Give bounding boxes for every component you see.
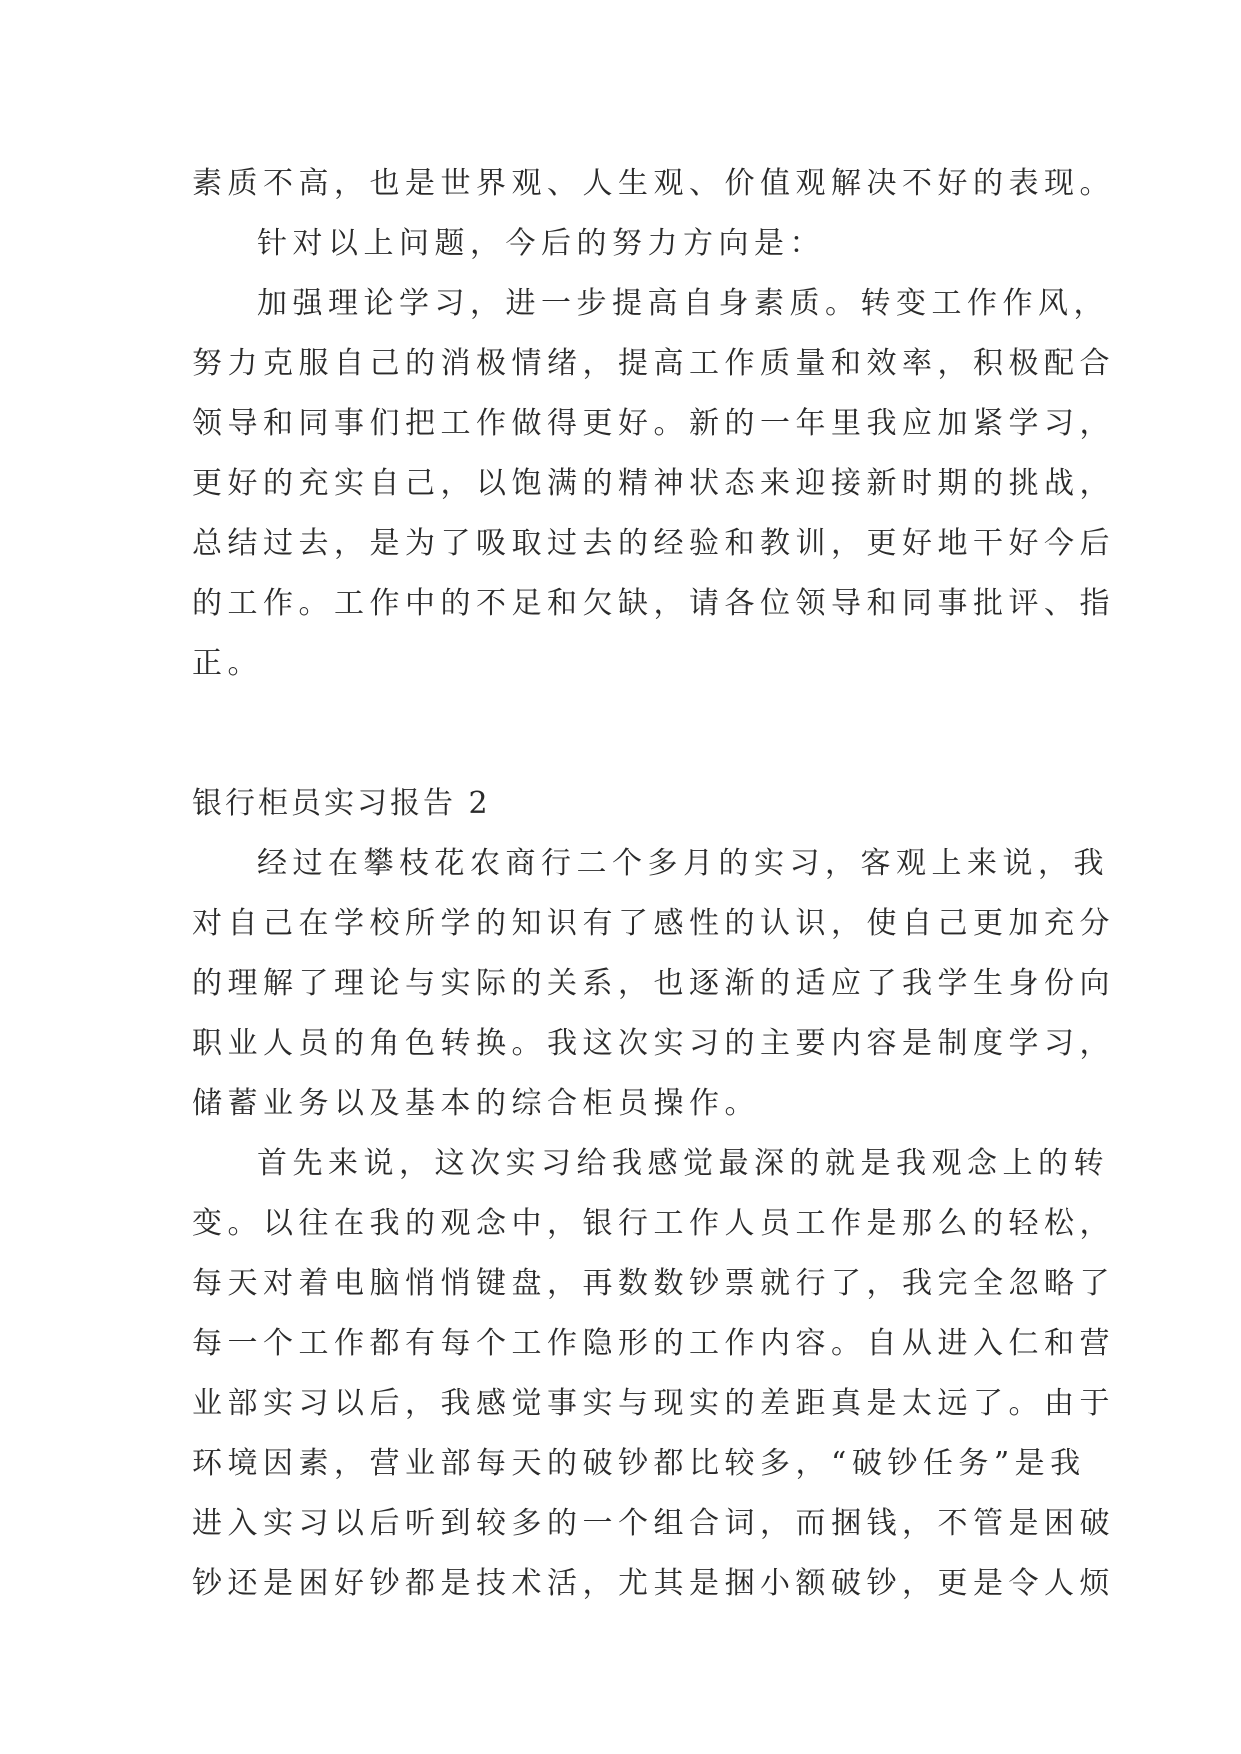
- text-line: 环境因素，营业部每天的破钞都比较多，“破钞任务”是我: [192, 1446, 1086, 1481]
- paragraph-start-line: 经过在攀枝花农商行二个多月的实习，客观上来说，我: [257, 846, 1109, 881]
- text-line: 的理解了理论与实际的关系，也逐渐的适应了我学生身份向: [192, 966, 1115, 1001]
- text-line: 进入实习以后听到较多的一个组合词，而捆钱，不管是困破: [192, 1506, 1115, 1541]
- text-line: 的工作。工作中的不足和欠缺，请各位领导和同事批评、指: [192, 586, 1115, 621]
- text-line: 素质不高，也是世界观、人生观、价值观解决不好的表现。: [192, 166, 1115, 201]
- text-line: 储蓄业务以及基本的综合柜员操作。: [192, 1086, 760, 1121]
- paragraph-start-line: 首先来说，这次实习给我感觉最深的就是我观念上的转: [257, 1146, 1109, 1181]
- text-line: 更好的充实自己，以饱满的精神状态来迎接新时期的挑战，: [192, 466, 1115, 501]
- document-body: [192, 154, 1115, 1614]
- text-line: 对自己在学校所学的知识有了感性的认识，使自己更加充分: [192, 906, 1115, 941]
- section-gap: [192, 694, 1054, 774]
- text-line: 努力克服自己的消极情绪，提高工作质量和效率，积极配合: [192, 346, 1115, 381]
- text-line: 总结过去，是为了吸取过去的经验和教训，更好地干好今后: [192, 526, 1115, 561]
- text-line: 针对以上问题，今后的努力方向是：: [257, 226, 825, 261]
- text-line: 变。以往在我的观念中，银行工作人员工作是那么的轻松，: [192, 1206, 1115, 1241]
- text-line: 业部实习以后，我感觉事实与现实的差距真是太远了。由于: [192, 1386, 1115, 1421]
- text-line: 每一个工作都有每个工作隐形的工作内容。自从进入仁和营: [192, 1326, 1115, 1361]
- text-line: 正。: [192, 646, 263, 681]
- text-line: 每天对着电脑悄悄键盘，再数数钞票就行了，我完全忽略了: [192, 1266, 1115, 1301]
- text-line: 领导和同事们把工作做得更好。新的一年里我应加紧学习，: [192, 406, 1115, 441]
- section-title: 银行柜员实习报告 2: [192, 786, 491, 821]
- paragraph-start-line: 加强理论学习，进一步提高自身素质。转变工作作风，: [257, 286, 1109, 321]
- text-line: 职业人员的角色转换。我这次实习的主要内容是制度学习，: [192, 1026, 1115, 1061]
- text-line: 钞还是困好钞都是技术活，尤其是捆小额破钞，更是令人烦: [192, 1566, 1115, 1601]
